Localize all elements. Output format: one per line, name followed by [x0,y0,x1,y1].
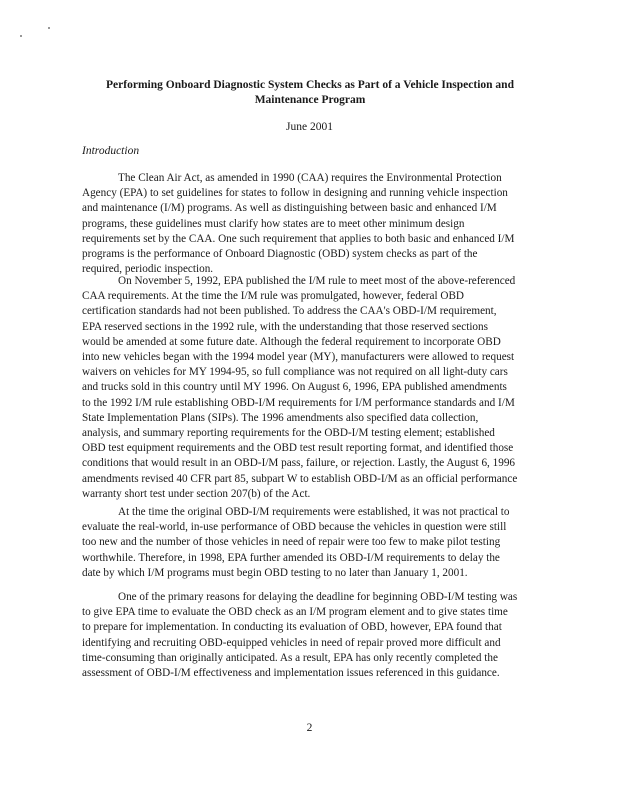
paragraph-line: identifying and recruiting OBD-equipped vehicles in need of repair proved more difficult and [82,636,501,649]
paragraph-line: into new vehicles began with the 1994 model year (MY), manufacturers were allowed to request [82,351,515,364]
paragraph-line: Agency (EPA) to set guidelines for states to follow in designing and running vehicle inspection [82,187,508,200]
paragraph-2 [82,274,546,502]
title-line-1: Performing Onboard Diagnostic System Checks as Part of a Vehicle Inspection and [106,79,514,91]
paragraph-line: date by which I/M programs must begin OBD testing to no later than January 1, 2001. [82,566,468,579]
paragraph-line: worthwhile. Therefore, in 1998, EPA further amended its OBD-I/M requirements to delay the [82,551,500,564]
paragraph-4 [82,590,546,681]
paragraph-line: programs is the performance of Onboard Diagnostic (OBD) system checks as part of the [82,248,478,261]
paragraph-line: amendments revised 40 CFR part 85, subpart W to establish OBD-I/M as an official performance [82,472,518,485]
paragraph-line: to prepare for implementation. In conducting its evaluation of OBD, however, EPA found that [82,621,502,634]
paragraph-line: assessment of OBD-I/M effectiveness and implementation issues referenced in this guidance. [82,667,500,680]
paragraph-line: At the time the original OBD-I/M requirements were established, it was not practical to [118,506,510,518]
paragraph-line: requirements set by the CAA. One such requirement that applies to both basic and enhanced I/M [82,232,515,245]
section-heading: Introduction [82,145,140,157]
document-date: June 2001 [286,121,333,133]
paragraph-line: EPA reserved sections in the 1992 rule, with the understanding that those reserved sections [82,320,488,333]
paragraph-line: The Clean Air Act, as amended in 1990 (CAA) requires the Environmental Protection [118,172,502,184]
paragraph-line: waivers on vehicles for MY 1994-95, so full compliance was not required on all light-duty cars [82,366,508,379]
document-title [90,78,530,108]
paragraph-line: One of the primary reasons for delaying the deadline for beginning OBD-I/M testing was [118,591,518,603]
paragraph-line: certification standards had not been published. To address the CAA's OBD-I/M requirement, [82,305,497,318]
paragraph-line: and maintenance (I/M) programs. As well as distinguishing between basic and enhanced I/M [82,202,497,215]
paragraph-line: too new and the number of those vehicles in need of repair were too few to make pilot testing [82,536,501,549]
title-line-2: Maintenance Program [254,94,366,106]
paragraph-line: conditions that would result in an OBD-I/M pass, failure, or rejection. Lastly, the August 6, 1996 [82,457,516,470]
paragraph-line: analysis, and summary reporting requirements for the OBD-I/M testing element; established [82,427,495,440]
paragraph-line: to give EPA time to evaluate the OBD check as an I/M program element and to give states time [82,606,508,619]
scan-speck [20,35,22,37]
paragraph-line: and trucks sold in this country until MY 1996. On August 6, 1996, EPA published amendments [82,381,507,394]
scan-speck [48,27,50,29]
paragraph-line: CAA requirements. At the time the I/M rule was promulgated, however, federal OBD [82,290,465,303]
paragraph-line: to the 1992 I/M rule establishing OBD-I/M requirements for I/M performance standards and I/M [82,396,515,409]
paragraph-line: OBD test equipment requirements and the OBD test result reporting format, and identified those [82,442,514,455]
paragraph-line: time-consuming than originally anticipated. As a result, EPA has only recently completed the [82,651,498,664]
paragraph-line: On November 5, 1992, EPA published the I/M rule to meet most of the above-referenced [118,275,516,287]
paragraph-line: would be amended at some future date. Although the federal requirement to incorporate OBD [82,335,501,348]
paragraph-line: evaluate the real-world, in-use performance of OBD because the vehicles in question were still [82,521,507,534]
paragraph-line: required, periodic inspection. [82,263,214,276]
page-number: 2 [306,722,313,734]
paragraph-3 [82,505,546,581]
paragraph-line: warranty short test under section 207(b) of the Act. [82,487,311,500]
paragraph-line: programs, these guidelines must clarify how states are to meet other minimum design [82,217,465,230]
paragraph-line: State Implementation Plans (SIPs). The 1996 amendments also specified data collection, [82,411,479,424]
paragraph-1 [82,171,546,277]
